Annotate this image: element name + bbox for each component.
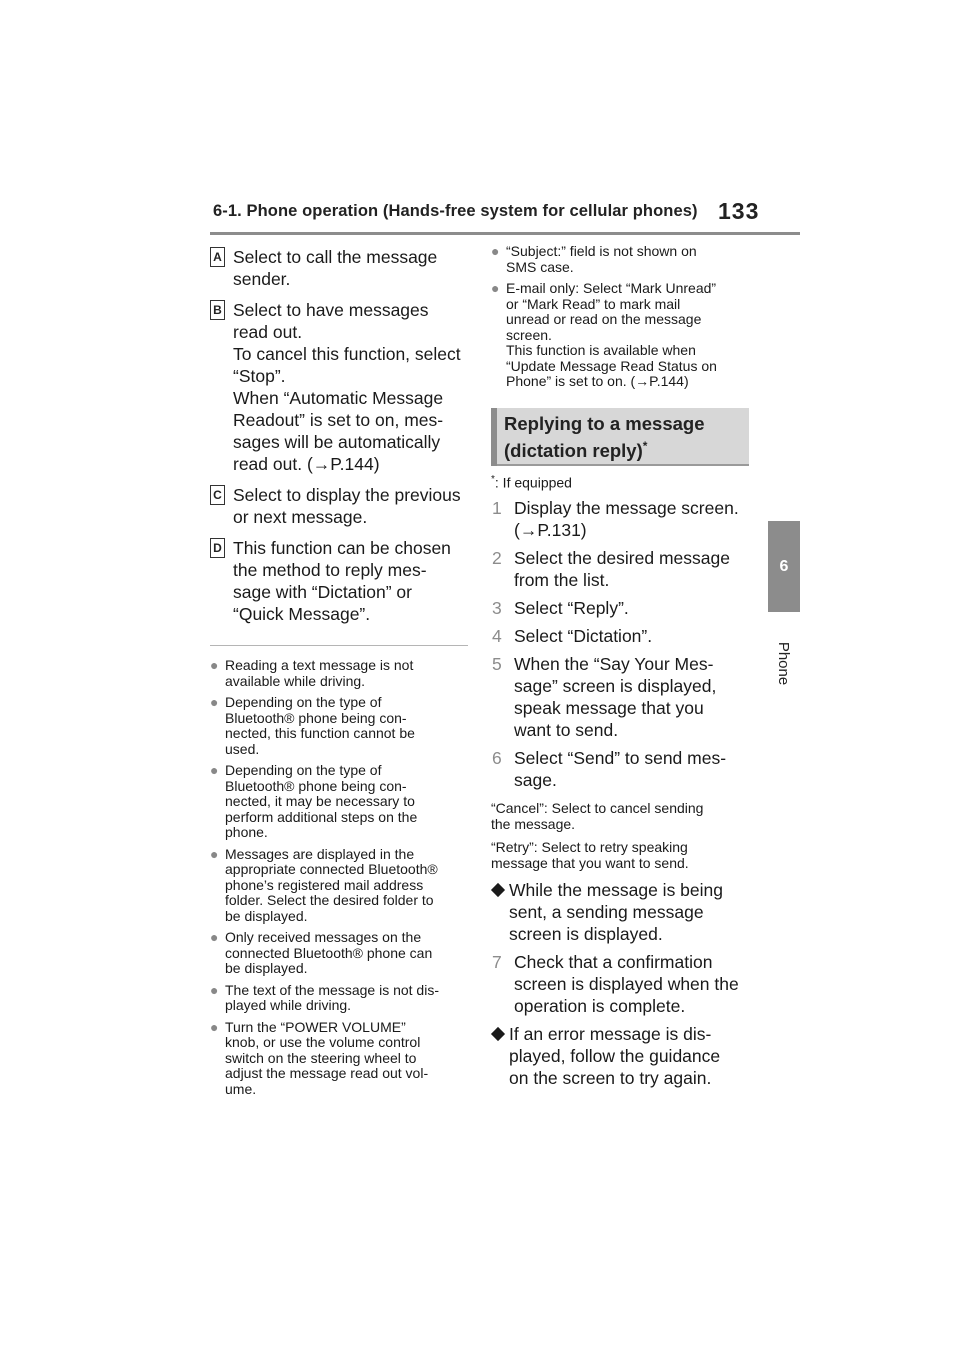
callout-letter-badge: D bbox=[210, 538, 225, 558]
note-text: Reading a text message is not available while driving. bbox=[225, 657, 414, 689]
diamond-text: While the message is being sent, a sending message screen is displayed. bbox=[509, 880, 723, 945]
step-number: 6 bbox=[492, 748, 502, 769]
note-text: Depending on the type of Bluetooth® phone being con- nected, this function cannot be used. bbox=[225, 694, 415, 757]
callout-letter-badge: C bbox=[210, 485, 225, 505]
callout-text: This function can be chosen the method to reply mes- sage with “Dictation” or “Quick Message”. bbox=[233, 538, 451, 624]
note-text: The text of the message is not dis- played while driving. bbox=[225, 981, 439, 1013]
step-item bbox=[491, 625, 757, 647]
step-number: 4 bbox=[492, 626, 502, 647]
step-number: 3 bbox=[492, 598, 502, 619]
bullet-icon: ● bbox=[210, 1018, 219, 1035]
step-text: Display the message screen. (→P.131) bbox=[514, 498, 739, 541]
step-item bbox=[491, 597, 757, 619]
bullet-icon: ● bbox=[210, 657, 219, 673]
callout-letter-badge: B bbox=[210, 300, 225, 320]
bullet-icon: ● bbox=[210, 845, 219, 862]
callout-item-d bbox=[210, 537, 472, 625]
step-item bbox=[491, 653, 757, 741]
page-number: 133 bbox=[718, 198, 760, 224]
chapter-label bbox=[766, 628, 802, 698]
diamond-item bbox=[491, 1023, 757, 1089]
callout-text: Select to call the message sender. bbox=[233, 247, 438, 289]
bullet-icon: ● bbox=[210, 694, 219, 710]
note-item bbox=[210, 658, 472, 689]
callout-letter-badge: A bbox=[210, 247, 225, 267]
note-text: “Subject:” field is not shown on SMS case. bbox=[506, 243, 697, 275]
step-text: Select “Reply”. bbox=[514, 598, 629, 619]
bullet-icon: ● bbox=[491, 280, 500, 296]
callout-text: Select to display the previous or next message. bbox=[233, 485, 461, 527]
footnote bbox=[491, 472, 757, 491]
step-note: “Cancel”: Select to cancel sending the message. bbox=[491, 800, 704, 832]
step-number: 7 bbox=[492, 952, 502, 973]
bullet-icon: ● bbox=[210, 762, 219, 778]
step-text: Select “Send” to send mes- sage. bbox=[514, 748, 727, 791]
step-number: 5 bbox=[492, 654, 502, 675]
step-text: Check that a confirmation screen is displayed when the operation is complete. bbox=[514, 952, 739, 1017]
diamond-bullet-icon bbox=[491, 883, 505, 897]
note-item bbox=[210, 847, 472, 925]
diamond-bullet-icon bbox=[491, 1027, 505, 1041]
bullet-icon: ● bbox=[210, 981, 219, 998]
note-text: Depending on the type of Bluetooth® phone being con- nected, it may be necessary to perform additional steps on the phone. bbox=[225, 762, 418, 840]
step-item bbox=[491, 951, 757, 1017]
callout-item-a bbox=[210, 246, 472, 290]
callout-text: Select to have messages read out. To cancel this function, select “Stop”. When “Automatic Message Readout” is set to on, mes- sages will be automatically read out. (→P.144) bbox=[233, 300, 461, 474]
bullet-icon: ● bbox=[491, 243, 500, 259]
bullet-icon: ● bbox=[210, 929, 219, 945]
header-rule bbox=[210, 232, 800, 235]
callout-item-c bbox=[210, 484, 472, 528]
notes-divider bbox=[210, 645, 468, 646]
note-text: Only received messages on the connected Bluetooth® phone can be displayed. bbox=[225, 929, 433, 976]
step-text: Select the desired message from the list. bbox=[514, 548, 730, 591]
note-item bbox=[210, 695, 472, 757]
step-number: 1 bbox=[492, 498, 502, 519]
footnote-asterisk: * bbox=[491, 473, 495, 485]
step-item bbox=[491, 497, 757, 541]
note-text: Messages are displayed in the appropriate connected Bluetooth® phone’s registered mail address folder. Select the desired folder to be displayed. bbox=[225, 845, 438, 924]
chapter-label-text: Phone bbox=[775, 641, 793, 685]
section-heading-label: Replying to a message (dictation reply) bbox=[504, 412, 705, 461]
section-heading-text bbox=[504, 412, 744, 462]
step-text: Select “Dictation”. bbox=[514, 626, 653, 647]
section-heading bbox=[491, 408, 749, 466]
step-item bbox=[491, 547, 757, 591]
diamond-text: If an error message is dis- played, follow the guidance on the screen to try again. bbox=[509, 1024, 721, 1089]
section-heading-bar bbox=[491, 408, 497, 466]
step-text: When the “Say Your Mes- sage” screen is displayed, speak message that you want to send. bbox=[514, 654, 717, 741]
step-item bbox=[491, 747, 757, 791]
diamond-item bbox=[491, 879, 757, 945]
left-column bbox=[210, 246, 472, 1103]
callout-item-b bbox=[210, 299, 472, 475]
chapter-tab bbox=[768, 521, 800, 612]
right-column bbox=[491, 244, 757, 1095]
note-text: Turn the “POWER VOLUME” knob, or use the volume control switch on the steering wheel to adjust the message read out vol- ume. bbox=[225, 1018, 429, 1097]
step-notes bbox=[491, 801, 757, 871]
note-item bbox=[210, 930, 472, 977]
heading-asterisk: * bbox=[642, 438, 648, 453]
footnote-text: : If equipped bbox=[494, 474, 572, 491]
header-title: 6-1. Phone operation (Hands-free system for cellular phones) bbox=[213, 202, 698, 220]
note-item bbox=[491, 281, 757, 390]
step-number: 2 bbox=[492, 548, 502, 569]
note-item bbox=[210, 763, 472, 841]
note-item bbox=[210, 983, 472, 1014]
note-text: E-mail only: Select “Mark Unread” or “Mark Read” to mark mail unread or read on the message screen. This function is available when “Update Message Read Status on Phone” is set to on. (→P.144) bbox=[506, 280, 717, 389]
note-item bbox=[491, 244, 757, 275]
step-note: “Retry”: Select to retry speaking message that you want to send. bbox=[491, 839, 689, 871]
note-item bbox=[210, 1020, 472, 1098]
chapter-number: 6 bbox=[779, 557, 789, 575]
